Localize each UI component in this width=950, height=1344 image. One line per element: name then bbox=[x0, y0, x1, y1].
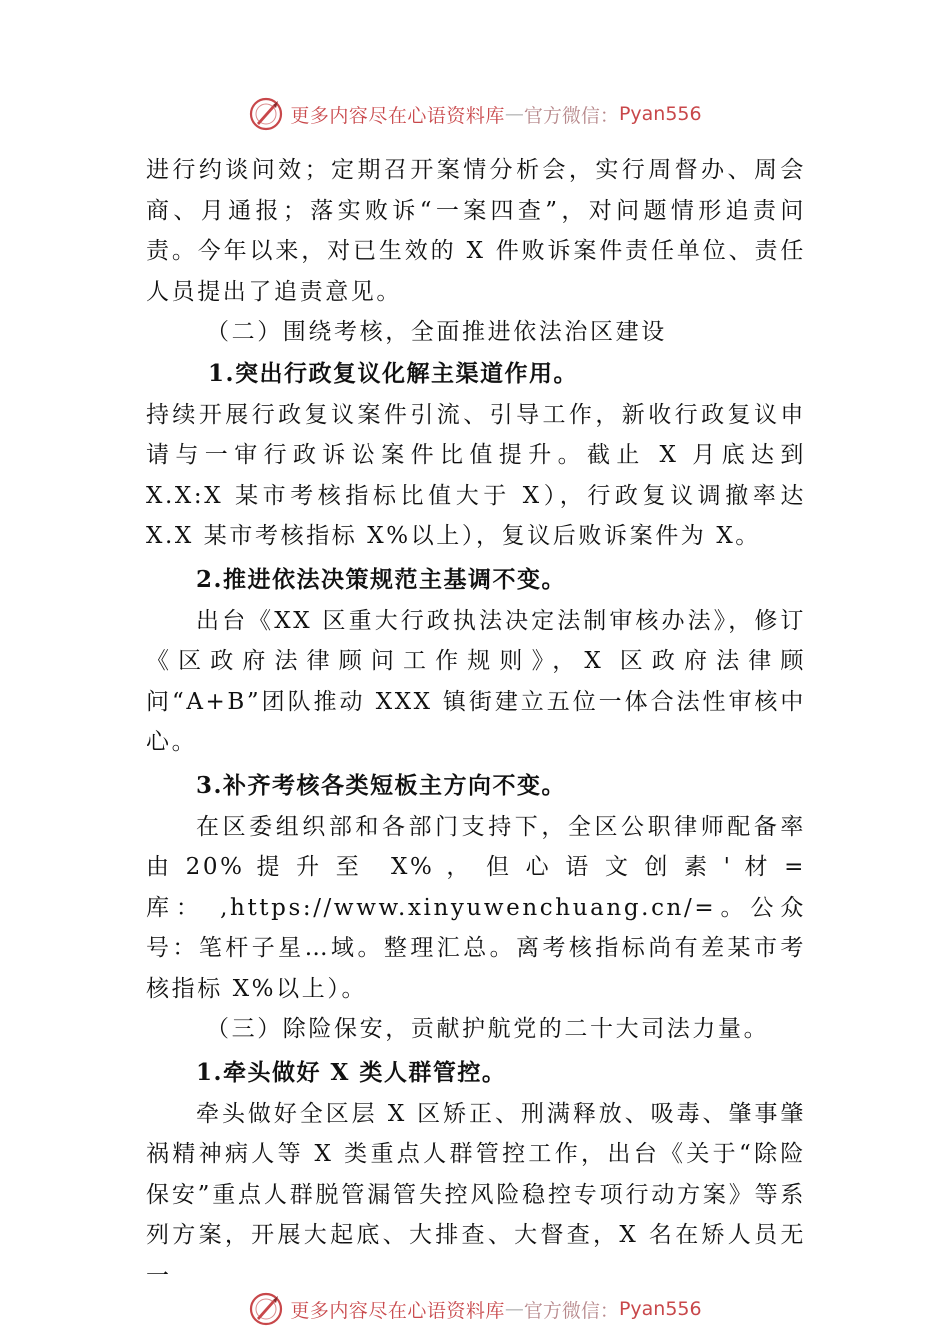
paragraph-2-1: 持续开展行政复议案件引流、引导工作，新收行政复议申请与一审行政诉讼案件比值提升。截止 X 月底达到 X.X:X 某市考核指标比值大于 X），行政复议调撤率达 X.X 某市考核指标 X%以上），复议后败诉案件为 X。 bbox=[146, 401, 806, 550]
banner-text: 更多内容尽在心语资料库 bbox=[290, 1299, 505, 1322]
section-heading-3: （三）除险保安，贡献护航党的二十大司法力量。 bbox=[206, 1016, 770, 1043]
quill-logo-icon bbox=[248, 96, 284, 132]
subheading-3-1: 1.牵头做好 X 类人群管控。 bbox=[196, 1059, 507, 1087]
paragraph-2-3: 在区委组织部和各部门支持下，全区公职律师配备率由 20% 提 升 至 X% ， 但 心 语 文 创 素 ' 材 = 库： ,https://www.xinyuwenchuang.cn/=。公众号：笔杆子星…域。整理汇总。离考核指标尚有差某市考核指标 X%以上）。 bbox=[146, 813, 806, 1002]
quill-logo-icon bbox=[248, 1291, 284, 1327]
banner-wechat-label: 官方微信： bbox=[523, 104, 619, 127]
subheading-2-1: 1.突出行政复议化解主渠道作用。 bbox=[208, 359, 579, 387]
header-banner bbox=[0, 94, 950, 134]
subheading-2-3: 3.补齐考核各类短板主方向不变。 bbox=[196, 771, 567, 799]
banner-wechat-id: Pyan556 bbox=[618, 103, 702, 125]
document-body bbox=[146, 150, 806, 1297]
section-heading-2: （二）围绕考核，全面推进依法治区建设 bbox=[206, 319, 667, 346]
banner-separator: — bbox=[504, 1298, 524, 1320]
banner-wechat-label: 官方微信： bbox=[523, 1299, 619, 1322]
banner-text: 更多内容尽在心语资料库 bbox=[290, 104, 505, 127]
paragraph-3-1: 牵头做好全区层 X 区矫正、刑满释放、吸毒、肇事肇祸精神病人等 X 类重点人群管控工作，出台《关于“除险保安”重点人群脱管漏管失控风险稳控专项行动方案》等系列方案，开展大起底、大排查、大督查，X 名在矫人员无一 bbox=[146, 1100, 806, 1290]
banner-separator: — bbox=[504, 103, 524, 125]
paragraph-intro: 进行约谈问效；定期召开案情分析会，实行周督办、周会商、月通报；落实败诉“一案四查”，对问题情形追责问责。今年以来，对已生效的 X 件败诉案件责任单位、责任人员提出了追责意见。 bbox=[146, 157, 806, 305]
paragraph-2-2: 出台《XX 区重大行政执法决定法制审核办法》，修订《区政府法律顾问工作规则》，X 区政府法律顾问“A+B”团队推动 XXX 镇街建立五位一体合法性审核中心。 bbox=[146, 607, 806, 756]
subheading-2-2: 2.推进依法决策规范主基调不变。 bbox=[196, 565, 567, 593]
banner-wechat-id: Pyan556 bbox=[618, 1298, 702, 1320]
footer-banner bbox=[0, 1289, 950, 1329]
